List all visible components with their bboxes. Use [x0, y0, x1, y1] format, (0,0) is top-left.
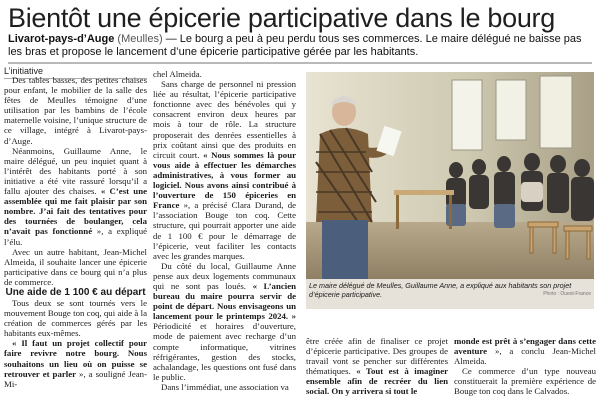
text-run: Néanmoins, Guillaume Anne, le maire délégué, un peu inquiet quant à l’intérêt des habitants porté à son initiative a été vite rassuré lorsqu’il a fallu ajouter des chaises. [4, 145, 147, 197]
article-lead [8, 33, 594, 59]
photo-credit: Photo : Ouest-France [543, 291, 591, 297]
lead-town: (Meulles) [117, 33, 163, 45]
paragraph [4, 338, 147, 388]
text-run: être créée afin de finaliser ce projet d’épicerie participative. Des groupes de travail vont se pencher sur différentes thématiques. [306, 336, 448, 377]
text-run: », a expliqué l’élu. [4, 226, 148, 247]
paragraph [153, 261, 296, 382]
quote: « L’ancien bureau du maire pourra servir de point de départ. Nous envisageons un lancement pour le printemps 2024. » [153, 280, 296, 322]
intertitle: Une aide de 1 100 € au départ [5, 286, 146, 298]
article-photo [306, 72, 594, 279]
paragraph [454, 336, 596, 366]
text-run: », a conclu Jean-Michel Almeida. [454, 346, 596, 367]
lead-place: Livarot-pays-d’Auge [8, 33, 115, 45]
paragraph [4, 146, 147, 247]
article-kicker: L’initiative [4, 66, 147, 79]
paragraph: chel Almeida. [153, 69, 202, 79]
text-run: Du côté du local, Guillaume Anne pense aux deux logements communaux qui ne sont pas loués. [153, 260, 296, 291]
paragraph: Ce commerce d’un type nouveau constituerait la première expérience de Bouge ton coq dans le Calvados. [454, 366, 596, 397]
article-column-2 [153, 69, 296, 392]
paragraph [306, 336, 448, 397]
paragraph: Des tables basses, des petites chaises pour enfant, le mobilier de la salle des fêtes de Meulles témoigne d’une utilisation par les bambins de l’école maternelle voisine, l’unique structure de ce village, intégré à Livarot-pays-d’Auge. [4, 75, 147, 146]
quote: « C’est une assemblée qui me fait plaisir par son nombre. J’ai fait des tentatives pour des tournées de boulanger, cela n’avait pas fonctionné [4, 186, 147, 237]
caption-text: Le maire délégué de Meulles, Guillaume Anne, a expliqué aux habitants son projet d’épicerie participative. [309, 281, 572, 299]
article-column-4 [454, 336, 596, 397]
article-column-3 [306, 336, 448, 397]
quote: « Il faut un projet collectif pour faire revivre notre bourg. Nous souhaitons un lieu où on puisse se retrouver et parler [4, 338, 147, 379]
article-title: Bientôt une épicerie participative dans le bourg [8, 3, 555, 33]
quote: « Tout est à imaginer ensemble afin de recréer du lien social. On y arrivera si tout le [306, 366, 448, 397]
paragraph: Avec un autre habitant, Jean-Michel Almeida, il souhaite lancer une épicerie participative dans ce bourg qui n’a plus de commerce. [4, 246, 147, 287]
photo-caption [306, 279, 594, 309]
article-column-1 [4, 75, 147, 389]
paragraph: Tous deux se sont tournés vers le mouvement Bouge ton coq, qui aide à la création de commerces gérés par les habitants eux-mêmes. [4, 297, 147, 339]
text-run: », a précisé Clara Durand, de l’association Bouge ton coq. Cette structure, qui pourrait apporter une aide de 1 100 € pour le démarrage de l’épicerie, veut faciliter les contacts avec les grandes marques. [153, 200, 296, 261]
quote: monde est prêt à s’engager dans cette aventure [454, 336, 596, 357]
text-run: », a souligné Jean-Mi- [4, 368, 147, 389]
text-run: Périodicité et horaires d’ouverture, mode de paiement avec recharge d’un compte informatique, vitrines réfrigérantes, gestion des stocks, achalandage, les questions ont fusé dans le public. [153, 321, 296, 382]
paragraph [153, 79, 296, 261]
paragraph: Dans l’immédiat, une association va [161, 381, 289, 392]
quote: « Nous sommes là pour vous aide à effectuer les démarches administratives, à vous former au logiciel. Nous avons ainsi contribué à l’ouverture de 150 épiceries en France [153, 149, 296, 211]
lead-text: — Le bourg a peu à peu perdu tous ses commerces. Le maire délégué ne baisse pas les bras et propose le lancement d’une épicerie participative gérée par les habitants. [8, 33, 582, 58]
header-divider [8, 62, 592, 64]
meeting-photo-illustration [306, 72, 594, 279]
text-run: Sans charge de personnel ni pression liée au résultat, l’épicerie participative fonctionne avec des bénévoles qui y consacrent environ deux heures par mois à tour de rôle. La structure proposerait des denrées essentielles à prix coûtant ainsi que des produits en circuit court. [153, 79, 296, 160]
